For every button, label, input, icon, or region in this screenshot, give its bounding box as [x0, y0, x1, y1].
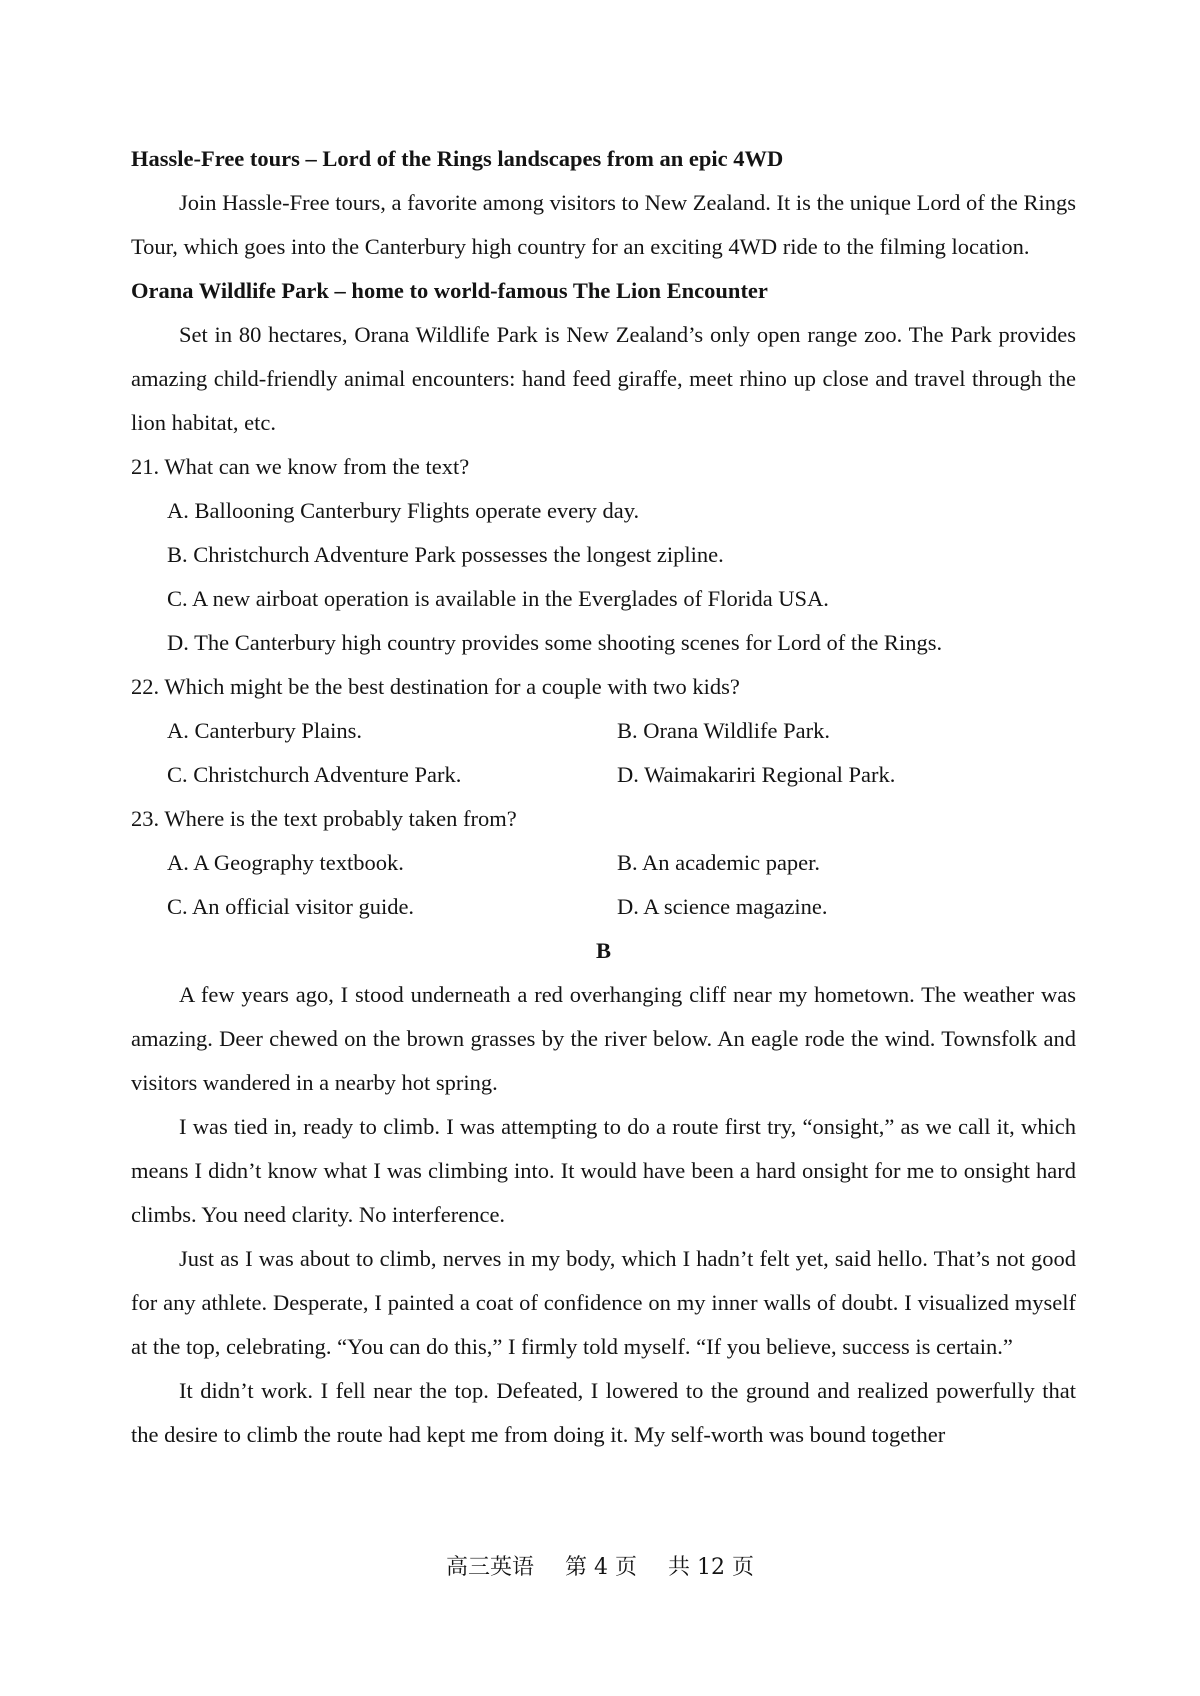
page-footer [0, 1550, 1200, 1581]
footer-page-number: 第 4 页 [565, 1555, 637, 1580]
footer-subject: 高三英语 [446, 1555, 535, 1580]
exam-page-content [131, 137, 1076, 1457]
option-b: B. An academic paper. [617, 850, 821, 875]
question-stem: 21. What can we know from the text? [131, 454, 470, 479]
section-b-label: B [595, 938, 611, 963]
hassle-free-heading: Hassle-Free tours – Lord of the Rings landscapes from an epic 4WD [131, 146, 784, 171]
footer-total-pages: 共 12 页 [668, 1555, 754, 1580]
option-d: D. The Canterbury high country provides some shooting scenes for Lord of the Rings. [167, 630, 943, 655]
passage-b-paragraph: A few years ago, I stood underneath a red overhanging cliff near my hometown. The weather was amazing. Deer chewed on the brown grasses by the river below. An eagle rode the wind. Townsfolk and visitors wandered in a nearby hot spring. [131, 982, 1076, 1095]
option-c: C. A new airboat operation is available in the Everglades of Florida USA. [167, 586, 829, 611]
orana-paragraph: Set in 80 hectares, Orana Wildlife Park is New Zealand’s only open range zoo. The Park provides amazing child-friendly animal encounters: hand feed giraffe, meet rhino up close and travel through the lion habitat, etc. [131, 322, 1076, 435]
passage-b-paragraph: I was tied in, ready to climb. I was attempting to do a route first try, “onsight,” as we call it, which means I didn’t know what I was climbing into. It would have been a hard onsight for me to onsight hard climbs. You need clarity. No interference. [131, 1114, 1076, 1227]
passage-b-paragraph: Just as I was about to climb, nerves in my body, which I hadn’t felt yet, said hello. That’s not good for any athlete. Desperate, I painted a coat of confidence on my inner walls of doubt. I visualized myself at the top, celebrating. “You can do this,” I firmly told myself. “If you believe, success is certain.” [131, 1246, 1076, 1359]
option-c: C. Christchurch Adventure Park. [167, 762, 462, 787]
orana-heading: Orana Wildlife Park – home to world-famous The Lion Encounter [131, 278, 768, 303]
option-row [131, 753, 1076, 797]
option-b: B. Christchurch Adventure Park possesses the longest zipline. [167, 542, 724, 567]
option-b: B. Orana Wildlife Park. [617, 718, 831, 743]
option-a: A. A Geography textbook. [167, 850, 404, 875]
passage-b-paragraph: It didn’t work. I fell near the top. Defeated, I lowered to the ground and realized powerfully that the desire to climb the route had kept me from doing it. My self-worth was bound together [131, 1378, 1076, 1447]
question-stem: 22. Which might be the best destination for a couple with two kids? [131, 674, 740, 699]
question-stem: 23. Where is the text probably taken from? [131, 806, 517, 831]
option-row [131, 885, 1076, 929]
question-23 [131, 797, 1076, 929]
option-a: A. Ballooning Canterbury Flights operate every day. [167, 498, 640, 523]
question-21 [131, 445, 1076, 665]
question-22 [131, 665, 1076, 797]
option-row [131, 841, 1076, 885]
option-d: D. Waimakariri Regional Park. [617, 762, 896, 787]
option-row [131, 709, 1076, 753]
hassle-free-paragraph: Join Hassle-Free tours, a favorite among visitors to New Zealand. It is the unique Lord of the Rings Tour, which goes into the Canterbury high country for an exciting 4WD ride to the filming location. [131, 190, 1076, 259]
option-d: D. A science magazine. [617, 894, 828, 919]
option-a: A. Canterbury Plains. [167, 718, 362, 743]
option-c: C. An official visitor guide. [167, 894, 415, 919]
